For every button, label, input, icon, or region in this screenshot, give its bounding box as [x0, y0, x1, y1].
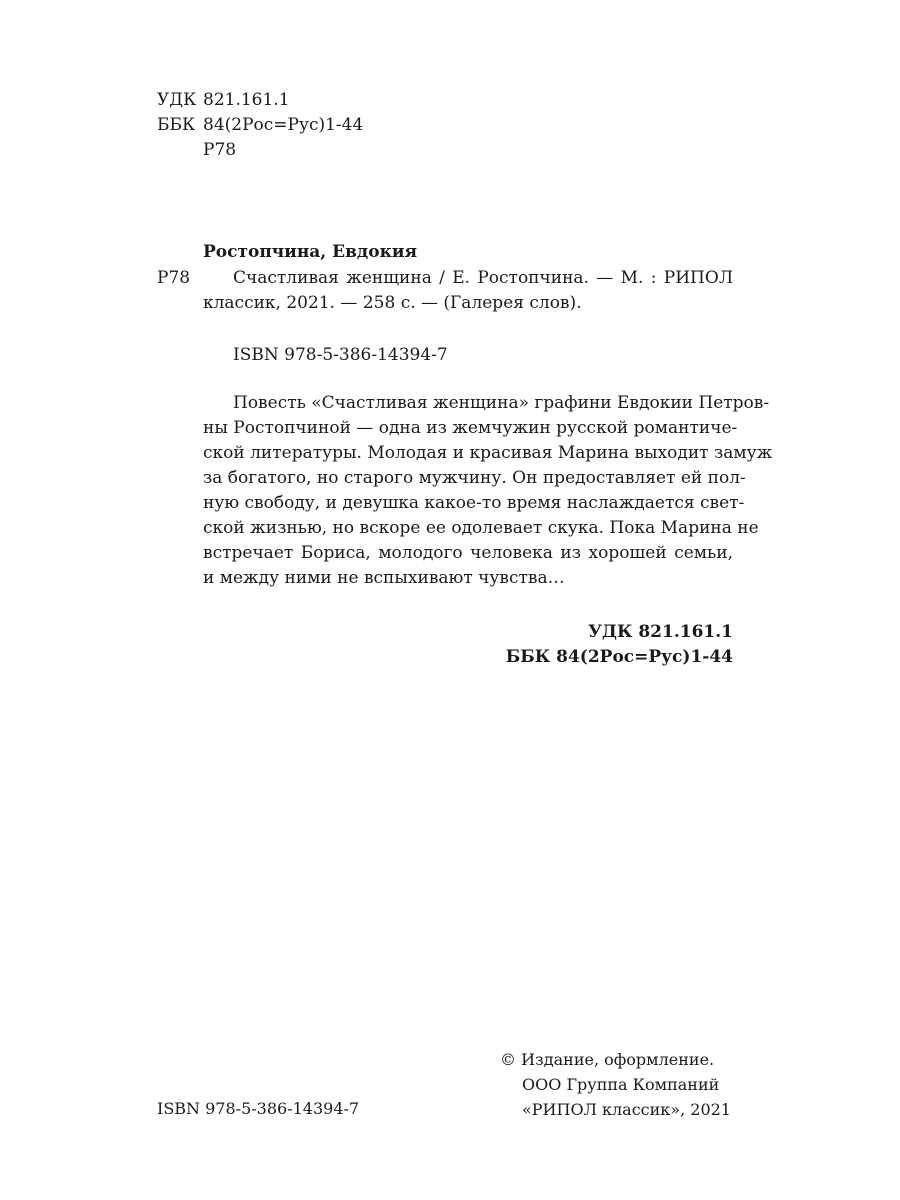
- bib-line-2: классик, 2021. — 258 с. — (Галерея слов).: [203, 293, 582, 313]
- footer-udk: УДК 821.161.1: [588, 622, 733, 642]
- footer-classification-codes: [506, 620, 733, 670]
- annotation-line: ской жизнью, но вскоре ее одолевает скука. Пока Марина не: [203, 518, 759, 538]
- annotation-line: за богатого, но старого мужчину. Он предоставляет ей пол-: [203, 468, 746, 488]
- annotation-line: ную свободу, и девушка какое-то время наслаждается свет-: [203, 493, 745, 513]
- annotation-paragraph: [203, 391, 773, 591]
- bbk-label: ББК: [157, 115, 196, 135]
- annotation-line: встречает Бориса, молодого человека из хорошей семьи,: [203, 543, 733, 563]
- author-sign-row: [157, 138, 363, 163]
- udk-label: УДК: [157, 90, 197, 110]
- author-cipher: Р78: [157, 268, 191, 288]
- isbn-line: ISBN 978-5-386-14394-7: [233, 345, 448, 365]
- bbk-row: [157, 113, 363, 138]
- copyright-line-3: «РИПОЛ классик», 2021: [522, 1100, 731, 1119]
- copyright-block: [500, 1047, 731, 1122]
- annotation-line: и между ними не вспыхивают чувства…: [203, 568, 565, 588]
- author-heading: Ростопчина, Евдокия: [203, 242, 418, 262]
- udk-value: 821.161.1: [203, 90, 290, 110]
- footer-isbn: ISBN 978-5-386-14394-7: [157, 1099, 360, 1118]
- bibliographic-description: [203, 266, 733, 316]
- bbk-value: 84(2Рос=Рус)1-44: [203, 115, 364, 135]
- annotation-line: ны Ростопчиной — одна из жемчужин русской романтиче-: [203, 418, 738, 438]
- annotation-line: Повесть «Счастливая женщина» графини Евдокии Петров-: [233, 393, 770, 413]
- copyright-line-2: ООО Группа Компаний: [522, 1075, 720, 1094]
- annotation-line: ской литературы. Молодая и красивая Марина выходит замуж: [203, 443, 773, 463]
- author-sign: Р78: [203, 140, 237, 160]
- footer-bbk: ББК 84(2Рос=Рус)1-44: [505, 647, 733, 667]
- classification-codes: [157, 88, 363, 163]
- copyright-line-1: © Издание, оформление.: [500, 1050, 715, 1069]
- udk-row: [157, 88, 363, 113]
- bib-line-1: Счастливая женщина / Е. Ростопчина. — М. : РИПОЛ: [233, 268, 733, 288]
